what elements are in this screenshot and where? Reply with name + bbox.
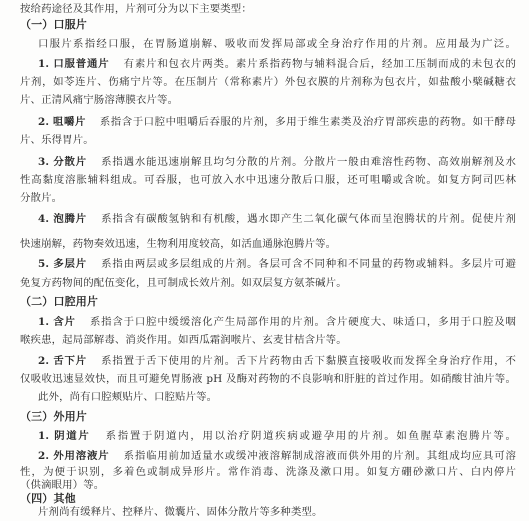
paragraph-line: 仅吸收迅速显效快，而且可避免胃肠液 pH 及酶对药物的不良影响和肝脏的首过作用。如硝酸甘油片等。	[20, 372, 516, 385]
paragraph-line: 片、乐得胃片。	[20, 134, 94, 147]
item-multilayer	[38, 257, 516, 271]
item-term: 泡腾片	[53, 213, 88, 226]
item-text: 系指含于口腔中咀嚼后吞服的片剂，多用于维生素类及治疗胃部疾患的药物。如干酵母	[99, 116, 517, 129]
item-dispersible	[38, 155, 516, 169]
paragraph-line: 片剂，如苓连片、伤痛宁片等。在压制片（常称素片）外包衣膜的片剂称为包衣片，如盐酸小檗碱糖衣	[20, 76, 516, 89]
item-number: 2.	[38, 354, 50, 367]
item-number: 2.	[38, 449, 50, 462]
item-term: 含片	[53, 315, 76, 328]
item-text: 有素片和包衣片两类。素片系指药物与辅料混合后，经加工压制而成的未包衣的	[123, 58, 517, 71]
item-solution-tablet	[38, 449, 516, 463]
item-term: 阴道片	[54, 429, 91, 442]
item-text: 系指由两层或多层组成的片剂。各层可含不同种和不同量的药物或辅料。多层片可避	[101, 257, 517, 270]
item-text: 系指遇水能迅速崩解且均匀分散的片剂。分散片一般由难溶性药物、高效崩解剂及水	[101, 156, 517, 169]
item-chewable	[38, 115, 516, 129]
section-heading-other: （四）其他	[20, 491, 76, 505]
paragraph-line: 片、正清风痛宁肠溶薄膜衣片等。	[20, 94, 179, 107]
intro-line: 按给药途径及其作用，片剂可分为以下主要类型：	[20, 3, 252, 15]
item-number: 5.	[38, 257, 50, 270]
item-oral-plain	[38, 57, 516, 71]
section-heading-oral: （一）口服片	[20, 18, 87, 32]
paragraph-line: 分散片。	[20, 192, 63, 205]
item-term: 多层片	[53, 257, 88, 270]
item-vaginal	[38, 429, 516, 443]
item-text: 系指含有碳酸氢钠和有机酸，遇水即产生二氧化碳气体而呈泡腾状的片剂。促使片剂	[101, 213, 517, 226]
paragraph-line: 此外，尚有口腔颊贴片、口腔贴片等。	[38, 390, 218, 403]
item-text: 系指置于舌下使用的片剂。舌下片药物由舌下黏膜直接吸收而发挥全身治疗作用，不	[101, 354, 517, 367]
section-heading-external: （三）外用片	[20, 409, 87, 423]
item-number: 1.	[38, 429, 50, 442]
item-number: 3.	[38, 156, 50, 169]
paragraph-line: 片剂尚有缓释片、控释片、微囊片、固体分散片等多种类型。	[38, 506, 323, 518]
section-heading-oral-cavity: （二）口腔用片	[20, 294, 99, 308]
paragraph-line: 口服片系指经口服，在胃肠道崩解、吸收而发挥局部或全身治疗作用的片剂。应用最为广泛。	[38, 38, 516, 51]
paragraph-line: 喉疾患，起局部解毒、消炎作用。如西瓜霜润喉片、玄麦甘桔含片等。	[20, 333, 347, 346]
item-term: 分散片	[53, 156, 88, 169]
item-text: 系指临用前加适量水或缓冲液溶解制成溶液而供外用的片剂。其组成均应具可溶	[123, 449, 517, 462]
item-term: 咀嚼片	[53, 116, 86, 129]
item-lozenge	[38, 315, 516, 329]
paragraph-line: 性，为便于识别，多着色或制成异形片。常作消毒、洗涤及漱口用。如复方硼砂漱口片、白内停片	[20, 466, 516, 479]
paragraph-line: 快速崩解，药物奏效迅速，生物利用度较高，如活血通脉泡腾片等。	[20, 237, 337, 250]
item-number: 4.	[38, 213, 50, 226]
item-number: 1.	[38, 58, 50, 71]
item-term: 外用溶液片	[53, 449, 110, 462]
item-number: 2.	[38, 116, 50, 129]
paragraph-line: 性高黏度溶胀辅料组成。可吞服，也可放入水中迅速分散后口服，还可咀嚼或含吮。如复方阿司匹林	[20, 174, 516, 187]
item-term: 口服普通片	[53, 58, 110, 71]
item-sublingual	[38, 354, 516, 368]
item-text: 系指置于阴道内，用以治疗阴道疾病或避孕用的片剂。如鱼腥草素泡腾片等。	[105, 429, 516, 442]
item-number: 1.	[38, 315, 50, 328]
item-term: 舌下片	[53, 354, 88, 367]
item-text: 系指含于口腔中缓缓溶化产生局部作用的片剂。含片硬度大、味适口，多用于口腔及咽	[89, 315, 517, 328]
item-effervescent	[38, 212, 516, 226]
paragraph-line: 免复方药物间的配伍变化，且可制成长效片剂。如双层复方氨茶碱片。	[20, 276, 347, 289]
paragraph-line: （供滴眼用）等。	[20, 479, 105, 492]
